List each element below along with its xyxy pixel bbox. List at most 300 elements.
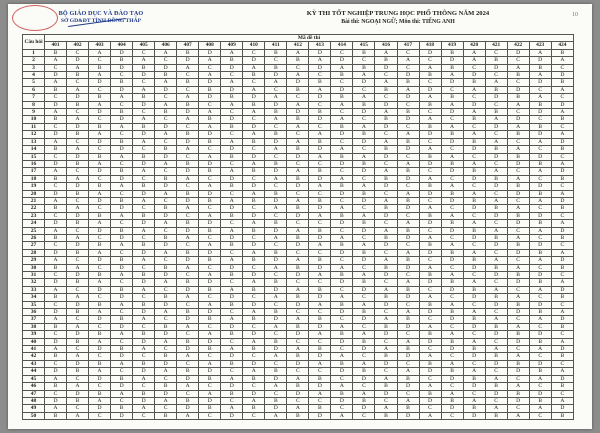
question-number: 1 bbox=[23, 49, 45, 56]
answer-cell: D bbox=[397, 353, 419, 360]
answer-cell: C bbox=[89, 205, 111, 212]
answer-cell: A bbox=[551, 338, 573, 345]
answer-cell: B bbox=[265, 49, 287, 56]
exam-code-411: 411 bbox=[265, 42, 287, 49]
answer-cell: A bbox=[133, 316, 155, 323]
answer-cell: D bbox=[353, 227, 375, 234]
answer-cell: D bbox=[441, 375, 463, 382]
answer-cell: C bbox=[485, 279, 507, 286]
answer-cell: B bbox=[331, 94, 353, 101]
question-number: 17 bbox=[23, 168, 45, 175]
answer-cell: D bbox=[309, 383, 331, 390]
question-number: 42 bbox=[23, 353, 45, 360]
answer-cell: C bbox=[463, 301, 485, 308]
answer-cell: C bbox=[529, 412, 551, 419]
answer-cell: D bbox=[309, 175, 331, 182]
question-number: 5 bbox=[23, 79, 45, 86]
answer-cell: C bbox=[331, 168, 353, 175]
answer-cell: B bbox=[221, 242, 243, 249]
answer-cell: B bbox=[133, 390, 155, 397]
answer-cell: A bbox=[507, 205, 529, 212]
answer-cell: A bbox=[529, 257, 551, 264]
answer-cell: C bbox=[529, 116, 551, 123]
answer-cell: D bbox=[45, 397, 67, 404]
answer-cell: A bbox=[243, 220, 265, 227]
answer-cell: D bbox=[221, 323, 243, 330]
answer-cell: C bbox=[375, 131, 397, 138]
answer-cell: C bbox=[243, 116, 265, 123]
answer-cell: A bbox=[221, 49, 243, 56]
answer-cell: C bbox=[287, 397, 309, 404]
answer-cell: B bbox=[529, 249, 551, 256]
answer-cell: D bbox=[111, 294, 133, 301]
answer-cell: A bbox=[89, 368, 111, 375]
answer-cell: B bbox=[441, 309, 463, 316]
answer-cell: C bbox=[485, 101, 507, 108]
answer-cell: B bbox=[221, 153, 243, 160]
answer-cell: A bbox=[331, 205, 353, 212]
answer-cell: D bbox=[309, 353, 331, 360]
answer-cell: D bbox=[375, 212, 397, 219]
exam-code-423: 423 bbox=[529, 42, 551, 49]
answer-cell: A bbox=[199, 272, 221, 279]
answer-cell: C bbox=[67, 286, 89, 293]
answer-cell: A bbox=[199, 183, 221, 190]
answer-cell: B bbox=[441, 279, 463, 286]
answer-cell: A bbox=[67, 383, 89, 390]
answer-cell: D bbox=[111, 146, 133, 153]
answer-cell: D bbox=[155, 390, 177, 397]
answer-cell: B bbox=[419, 123, 441, 130]
answer-cell: B bbox=[441, 94, 463, 101]
answer-cell: A bbox=[45, 316, 67, 323]
answer-cell: C bbox=[507, 375, 529, 382]
question-number: 10 bbox=[23, 116, 45, 123]
answer-cell: C bbox=[177, 272, 199, 279]
answer-cell: B bbox=[67, 190, 89, 197]
answer-cell: B bbox=[199, 86, 221, 93]
answer-cell: A bbox=[463, 49, 485, 56]
answer-cell: D bbox=[177, 227, 199, 234]
answer-cell: B bbox=[331, 272, 353, 279]
answer-cell: C bbox=[419, 257, 441, 264]
answer-cell: B bbox=[485, 175, 507, 182]
answer-cell: D bbox=[419, 309, 441, 316]
answer-cell: D bbox=[463, 383, 485, 390]
answer-cell: B bbox=[331, 72, 353, 79]
answer-cell: C bbox=[155, 57, 177, 64]
answer-cell: D bbox=[441, 138, 463, 145]
answer-cell: D bbox=[397, 146, 419, 153]
answer-cell: D bbox=[177, 405, 199, 412]
answer-cell: D bbox=[67, 153, 89, 160]
answer-cell: C bbox=[353, 175, 375, 182]
answer-cell: C bbox=[419, 346, 441, 353]
answer-cell: B bbox=[463, 286, 485, 293]
answer-cell: C bbox=[529, 323, 551, 330]
answer-cell: B bbox=[89, 242, 111, 249]
answer-cell: D bbox=[397, 264, 419, 271]
exam-title-block bbox=[268, 10, 528, 25]
answer-cell: C bbox=[67, 79, 89, 86]
answer-cell: D bbox=[155, 360, 177, 367]
question-number: 31 bbox=[23, 272, 45, 279]
answer-cell: B bbox=[111, 405, 133, 412]
answer-cell: D bbox=[397, 234, 419, 241]
answer-cell: D bbox=[199, 160, 221, 167]
answer-cell: D bbox=[243, 301, 265, 308]
answer-cell: C bbox=[111, 160, 133, 167]
answer-cell: B bbox=[265, 109, 287, 116]
answer-cell: D bbox=[463, 264, 485, 271]
answer-cell: D bbox=[155, 242, 177, 249]
answer-cell: A bbox=[177, 94, 199, 101]
answer-cell: B bbox=[419, 390, 441, 397]
answer-cell: C bbox=[353, 86, 375, 93]
answer-cell: A bbox=[375, 168, 397, 175]
answer-cell: D bbox=[155, 183, 177, 190]
answer-cell: A bbox=[199, 57, 221, 64]
answer-cell: B bbox=[243, 286, 265, 293]
answer-cell: B bbox=[309, 227, 331, 234]
answer-cell: B bbox=[67, 160, 89, 167]
answer-cell: D bbox=[331, 249, 353, 256]
answer-cell: D bbox=[375, 301, 397, 308]
answer-cell: B bbox=[309, 109, 331, 116]
answer-cell: C bbox=[463, 183, 485, 190]
answer-cell: D bbox=[199, 131, 221, 138]
answer-cell: A bbox=[67, 205, 89, 212]
answer-cell: D bbox=[375, 101, 397, 108]
question-number: 43 bbox=[23, 360, 45, 367]
answer-cell: D bbox=[243, 57, 265, 64]
table-row bbox=[23, 72, 574, 79]
answer-cell: A bbox=[441, 101, 463, 108]
answer-cell: D bbox=[309, 294, 331, 301]
table-row bbox=[23, 316, 574, 323]
exam-code-405: 405 bbox=[133, 42, 155, 49]
answer-cell: A bbox=[221, 79, 243, 86]
answer-cell: C bbox=[155, 375, 177, 382]
answer-cell: B bbox=[155, 323, 177, 330]
answer-cell: A bbox=[529, 227, 551, 234]
exam-code-407: 407 bbox=[177, 42, 199, 49]
answer-cell: A bbox=[375, 375, 397, 382]
question-number: 27 bbox=[23, 242, 45, 249]
answer-cell: D bbox=[89, 79, 111, 86]
answer-cell: C bbox=[89, 86, 111, 93]
answer-cell: A bbox=[287, 316, 309, 323]
answer-cell: B bbox=[419, 212, 441, 219]
answer-cell: A bbox=[419, 116, 441, 123]
answer-cell: C bbox=[441, 353, 463, 360]
answer-cell: A bbox=[551, 190, 573, 197]
answer-cell: D bbox=[199, 368, 221, 375]
answer-cell: B bbox=[309, 375, 331, 382]
answer-cell: A bbox=[441, 331, 463, 338]
answer-cell: D bbox=[441, 79, 463, 86]
answer-cell: B bbox=[243, 72, 265, 79]
answer-cell: C bbox=[133, 175, 155, 182]
answer-cell: B bbox=[551, 146, 573, 153]
answer-cell: B bbox=[529, 279, 551, 286]
answer-cell: A bbox=[551, 249, 573, 256]
answer-cell: A bbox=[111, 301, 133, 308]
answer-cell: D bbox=[485, 272, 507, 279]
answer-cell: D bbox=[89, 168, 111, 175]
answer-cell: D bbox=[551, 405, 573, 412]
answer-cell: A bbox=[265, 353, 287, 360]
answer-cell: D bbox=[177, 346, 199, 353]
answer-cell: C bbox=[309, 72, 331, 79]
answer-cell: B bbox=[199, 257, 221, 264]
answer-cell: C bbox=[133, 49, 155, 56]
answer-cell: C bbox=[551, 183, 573, 190]
answer-cell: D bbox=[551, 197, 573, 204]
answer-cell: C bbox=[287, 249, 309, 256]
answer-cell: D bbox=[375, 153, 397, 160]
answer-cell: C bbox=[177, 153, 199, 160]
answer-cell: D bbox=[45, 101, 67, 108]
answer-cell: B bbox=[199, 316, 221, 323]
table-row bbox=[23, 212, 574, 219]
answer-cell: A bbox=[419, 64, 441, 71]
answer-cell: D bbox=[375, 242, 397, 249]
answer-cell: A bbox=[551, 309, 573, 316]
answer-cell: C bbox=[375, 279, 397, 286]
answer-cell: B bbox=[265, 249, 287, 256]
answer-cell: D bbox=[353, 405, 375, 412]
answer-cell: B bbox=[177, 131, 199, 138]
answer-cell: B bbox=[529, 160, 551, 167]
answer-cell: D bbox=[111, 86, 133, 93]
answer-cell: C bbox=[507, 405, 529, 412]
answer-cell: B bbox=[133, 64, 155, 71]
answer-cell: D bbox=[45, 249, 67, 256]
question-number: 49 bbox=[23, 405, 45, 412]
answer-cell: D bbox=[463, 205, 485, 212]
answer-cell: B bbox=[287, 205, 309, 212]
answer-cell: B bbox=[353, 338, 375, 345]
answer-cell: C bbox=[397, 183, 419, 190]
answer-cell: B bbox=[463, 197, 485, 204]
answer-cell: C bbox=[375, 94, 397, 101]
answer-cell: B bbox=[177, 397, 199, 404]
answer-cell: C bbox=[529, 205, 551, 212]
answer-cell: D bbox=[485, 94, 507, 101]
answer-cell: A bbox=[441, 390, 463, 397]
answer-cell: B bbox=[287, 323, 309, 330]
exam-code-414: 414 bbox=[331, 42, 353, 49]
answer-cell: B bbox=[331, 390, 353, 397]
answer-cell: B bbox=[67, 397, 89, 404]
answer-cell: C bbox=[397, 212, 419, 219]
answer-cell: B bbox=[111, 138, 133, 145]
answer-cell: A bbox=[199, 331, 221, 338]
answer-cell: A bbox=[397, 338, 419, 345]
answer-cell: B bbox=[89, 212, 111, 219]
answer-cell: B bbox=[353, 64, 375, 71]
answer-cell: A bbox=[463, 397, 485, 404]
table-row bbox=[23, 109, 574, 116]
answer-cell: D bbox=[353, 168, 375, 175]
question-header: Câu hỏi bbox=[23, 35, 45, 50]
answer-cell: D bbox=[551, 227, 573, 234]
answer-cell: D bbox=[265, 101, 287, 108]
answer-cell: D bbox=[133, 101, 155, 108]
answer-cell: D bbox=[221, 146, 243, 153]
exam-code-412: 412 bbox=[287, 42, 309, 49]
answer-cell: A bbox=[463, 160, 485, 167]
answer-cell: D bbox=[485, 212, 507, 219]
answer-cell: B bbox=[243, 138, 265, 145]
answer-cell: C bbox=[353, 116, 375, 123]
question-number: 12 bbox=[23, 131, 45, 138]
answer-cell: A bbox=[89, 160, 111, 167]
answer-cell: C bbox=[419, 168, 441, 175]
question-number: 41 bbox=[23, 346, 45, 353]
answer-cell: B bbox=[441, 160, 463, 167]
answer-cell: B bbox=[507, 131, 529, 138]
answer-cell: C bbox=[441, 205, 463, 212]
answer-cell: C bbox=[45, 123, 67, 130]
answer-cell: C bbox=[221, 190, 243, 197]
table-row bbox=[23, 175, 574, 182]
answer-cell: B bbox=[353, 220, 375, 227]
answer-cell: A bbox=[529, 286, 551, 293]
answer-cell: B bbox=[45, 353, 67, 360]
answer-cell: C bbox=[463, 153, 485, 160]
answer-cell: D bbox=[419, 338, 441, 345]
answer-cell: A bbox=[441, 301, 463, 308]
answer-cell: A bbox=[397, 397, 419, 404]
answer-cell: A bbox=[441, 183, 463, 190]
answer-cell: D bbox=[67, 94, 89, 101]
answer-cell: C bbox=[507, 138, 529, 145]
answer-cell: C bbox=[287, 160, 309, 167]
answer-cell: A bbox=[287, 227, 309, 234]
answer-cell: D bbox=[397, 294, 419, 301]
answer-cell: A bbox=[155, 131, 177, 138]
answer-cell: B bbox=[419, 301, 441, 308]
answer-cell: B bbox=[265, 131, 287, 138]
answer-cell: A bbox=[485, 405, 507, 412]
answer-cell: B bbox=[529, 397, 551, 404]
answer-cell: B bbox=[353, 397, 375, 404]
answer-cell: C bbox=[551, 94, 573, 101]
answer-cell: B bbox=[287, 234, 309, 241]
answer-cell: C bbox=[221, 279, 243, 286]
answer-cell: B bbox=[551, 353, 573, 360]
answer-cell: B bbox=[265, 397, 287, 404]
answer-cell: B bbox=[419, 242, 441, 249]
answer-cell: A bbox=[177, 116, 199, 123]
answer-cell: B bbox=[375, 383, 397, 390]
answer-cell: C bbox=[353, 264, 375, 271]
answer-cell: A bbox=[45, 57, 67, 64]
answer-cell: C bbox=[45, 301, 67, 308]
answer-cell: A bbox=[265, 383, 287, 390]
answer-cell: D bbox=[441, 168, 463, 175]
answer-cell: B bbox=[45, 412, 67, 419]
answer-cell: D bbox=[221, 412, 243, 419]
answer-cell: B bbox=[397, 197, 419, 204]
answer-cell: D bbox=[111, 116, 133, 123]
answer-cell: D bbox=[463, 175, 485, 182]
answer-cell: D bbox=[551, 72, 573, 79]
answer-cell: C bbox=[485, 338, 507, 345]
answer-cell: A bbox=[45, 375, 67, 382]
answer-cell: B bbox=[265, 309, 287, 316]
answer-cell: D bbox=[397, 412, 419, 419]
answer-cell: D bbox=[529, 183, 551, 190]
answer-cell: A bbox=[45, 197, 67, 204]
answer-cell: A bbox=[419, 234, 441, 241]
answer-cell: B bbox=[529, 309, 551, 316]
answer-cell: D bbox=[529, 79, 551, 86]
answer-cell: A bbox=[45, 227, 67, 234]
answer-cell: B bbox=[309, 168, 331, 175]
answer-cell: D bbox=[309, 234, 331, 241]
answer-cell: B bbox=[353, 101, 375, 108]
answer-cell: C bbox=[551, 331, 573, 338]
table-row bbox=[23, 153, 574, 160]
answer-cell: C bbox=[265, 301, 287, 308]
answer-cell: C bbox=[441, 294, 463, 301]
answer-cell: B bbox=[199, 116, 221, 123]
answer-cell: C bbox=[507, 286, 529, 293]
answer-cell: A bbox=[67, 412, 89, 419]
answer-cell: B bbox=[111, 257, 133, 264]
answer-cell: B bbox=[265, 160, 287, 167]
answer-cell: C bbox=[309, 249, 331, 256]
answer-cell: C bbox=[199, 175, 221, 182]
answer-cell: C bbox=[221, 131, 243, 138]
answer-cell: B bbox=[551, 175, 573, 182]
answer-cell: C bbox=[419, 286, 441, 293]
answer-cell: B bbox=[133, 212, 155, 219]
table-row bbox=[23, 138, 574, 145]
answer-cell: B bbox=[287, 116, 309, 123]
answer-cell: D bbox=[177, 57, 199, 64]
answer-cell: A bbox=[353, 390, 375, 397]
answer-cell: D bbox=[133, 397, 155, 404]
answer-cell: B bbox=[529, 338, 551, 345]
answer-cell: C bbox=[133, 234, 155, 241]
answer-cell: C bbox=[111, 338, 133, 345]
answer-cell: A bbox=[463, 190, 485, 197]
answer-cell: B bbox=[507, 242, 529, 249]
answer-cell: D bbox=[221, 353, 243, 360]
answer-cell: C bbox=[485, 249, 507, 256]
answer-cell: C bbox=[397, 123, 419, 130]
answer-cell: A bbox=[177, 412, 199, 419]
answer-cell: C bbox=[89, 146, 111, 153]
question-number: 38 bbox=[23, 323, 45, 330]
answer-cell: A bbox=[221, 346, 243, 353]
answer-cell: A bbox=[331, 264, 353, 271]
answer-cell: D bbox=[45, 220, 67, 227]
answer-cell: B bbox=[177, 220, 199, 227]
question-number: 35 bbox=[23, 301, 45, 308]
answer-cell: D bbox=[221, 205, 243, 212]
answer-cell: C bbox=[375, 368, 397, 375]
answer-cell: A bbox=[331, 234, 353, 241]
answer-cell: B bbox=[353, 249, 375, 256]
exam-code-421: 421 bbox=[485, 42, 507, 49]
answer-cell: D bbox=[463, 323, 485, 330]
answer-cell: B bbox=[353, 131, 375, 138]
